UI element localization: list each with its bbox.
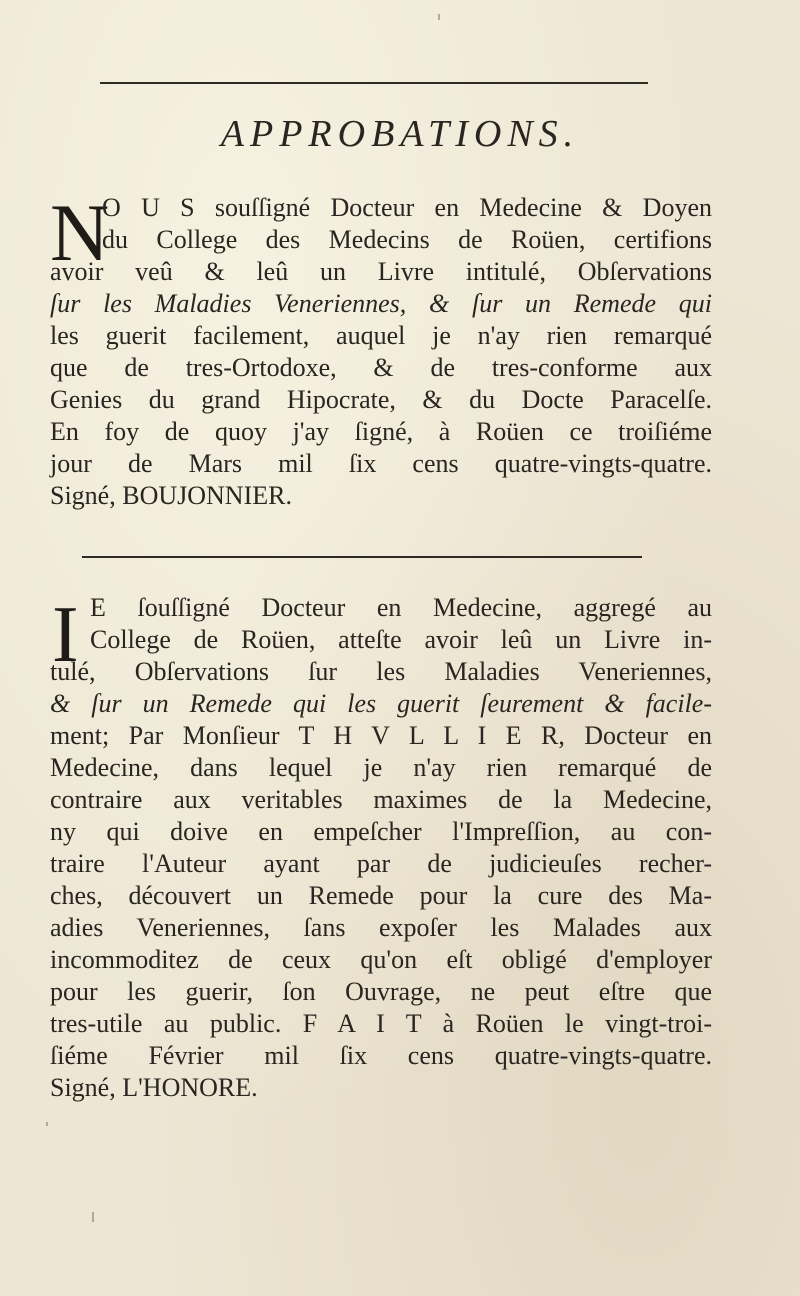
- text-line: Genies du grand Hipocrate, & du Docte Paracelſe.: [50, 385, 712, 414]
- paper-speck: [92, 1212, 94, 1222]
- text-line: ſur les Maladies Veneriennes, & ſur un Remede qui: [50, 289, 712, 318]
- text-line: contraire aux veritables maximes de la Medecine,: [50, 785, 712, 814]
- text-line: les guerit facilement, auquel je n'ay rien remarqué: [50, 321, 712, 350]
- text-line: & ſur un Remede qui les guerit ſeurement & facile-: [50, 689, 712, 718]
- text-line: E ſouſſigné Docteur en Medecine, aggregé au: [90, 593, 712, 622]
- text-line: Medecine, dans lequel je n'ay rien remarqué de: [50, 753, 712, 782]
- approbation-boujonnier: [50, 187, 712, 512]
- text-line: adies Veneriennes, ſans expoſer les Malades aux: [50, 913, 712, 942]
- drop-cap-i: I: [52, 591, 79, 679]
- text-line: ment; Par Monſieur T H V L L I E R, Docteur en: [50, 721, 712, 750]
- text-line: jour de Mars mil ſix cens quatre-vingts-quatre.: [50, 449, 712, 478]
- approbation-lhonore: [50, 592, 712, 1104]
- text-line: avoir veû & leû un Livre intitulé, Obſervations: [50, 257, 712, 286]
- text-line: tres-utile au public. F A I T à Roüen le vingt-troi-: [50, 1009, 712, 1038]
- signature-line: Signé, L'HONORE.: [50, 1073, 258, 1102]
- top-rule: [100, 82, 648, 84]
- text-line: incommoditez de ceux qu'on eſt obligé d'employer: [50, 945, 712, 974]
- text-line: O U S souſſigné Docteur en Medecine & Doyen: [102, 193, 712, 222]
- text-line: En foy de quoy j'ay ſigné, à Roüen ce troiſiéme: [50, 417, 712, 446]
- text-line: tulé, Obſervations ſur les Maladies Veneriennes,: [50, 657, 712, 686]
- section-rule: [82, 556, 642, 558]
- text-line: traire l'Auteur ayant par de judicieuſes recher-: [50, 849, 712, 878]
- signature-line: Signé, BOUJONNIER.: [50, 481, 292, 510]
- page-title: APPROBATIONS.: [220, 113, 580, 155]
- paper-speck: [46, 1122, 48, 1126]
- paper-speck: [438, 14, 440, 20]
- text-line: pour les guerir, ſon Ouvrage, ne peut eſtre que: [50, 977, 712, 1006]
- text-line: du College des Medecins de Roüen, certifions: [102, 225, 712, 254]
- text-line: ſiéme Février mil ſix cens quatre-vingts-quatre.: [50, 1041, 712, 1070]
- drop-cap-n: N: [50, 187, 110, 278]
- text-line: College de Roüen, atteſte avoir leû un Livre in-: [90, 625, 712, 654]
- text-line: que de tres-Ortodoxe, & de tres-conforme aux: [50, 353, 712, 382]
- text-line: ny qui doive en empeſcher l'Impreſſion, au con-: [50, 817, 712, 846]
- text-line: ches, découvert un Remede pour la cure des Ma-: [50, 881, 712, 910]
